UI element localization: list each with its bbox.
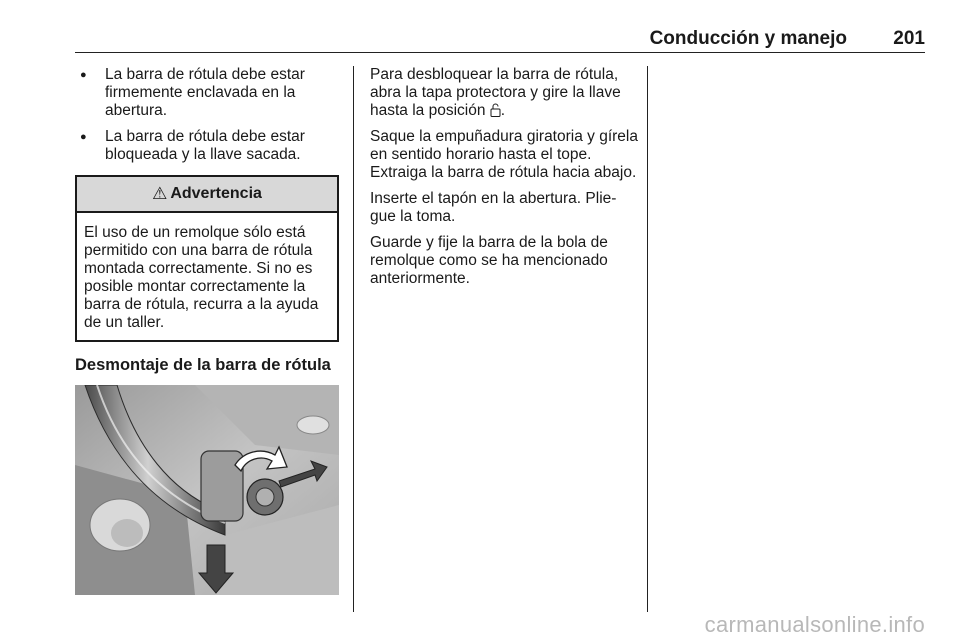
warning-header — [77, 177, 337, 213]
warning-text: El uso de un remolque sólo está permitido con una barra de rótula montada correctamente. Si no es posible montar correctamente la barra de rótula, recurra a la ayuda de un taller. — [84, 224, 319, 331]
section-heading: Desmontaje de la barra de rótula — [75, 356, 331, 374]
paragraph-plug: Inserte el tapón en la abertura. Plie- gue la toma. — [370, 190, 617, 225]
unlocked-position-icon — [490, 103, 501, 117]
tow-bar-removal-illustration — [75, 385, 339, 595]
watermark: carmanualsonline.info — [704, 612, 925, 637]
paragraph-unlock-text: Para desbloquear la barra de rótula, abra la tapa protectora y gire la llave hasta la posición — [370, 66, 621, 119]
paragraph-unlock — [370, 66, 638, 120]
bullet-list — [75, 66, 339, 164]
list-item: ● La barra de rótula debe estar firmemente enclavada en la abertura. — [75, 66, 339, 120]
column-divider-right — [647, 66, 648, 612]
paragraph-store: Guarde y fije la barra de la bola de remolque como se ha mencionado anteriormente. — [370, 234, 608, 287]
middle-column — [370, 66, 638, 296]
page-number: 201 — [893, 28, 925, 49]
header-title: Conducción y manejo — [649, 28, 847, 49]
list-item: ● La barra de rótula debe estar bloqueada y la llave sacada. — [75, 128, 339, 164]
warning-triangle-icon: ⚠ — [152, 184, 168, 203]
page-header — [75, 28, 925, 53]
warning-box — [75, 175, 339, 342]
column-divider-left — [353, 66, 354, 612]
left-column — [75, 66, 339, 595]
warning-title: Advertencia — [170, 185, 262, 202]
paragraph-rotate: Saque la empuñadura giratoria y gírela en sentido horario hasta el tope. Extraiga la barra de rótula hacia abajo. — [370, 128, 638, 181]
paragraph-unlock-end: . — [500, 102, 506, 119]
